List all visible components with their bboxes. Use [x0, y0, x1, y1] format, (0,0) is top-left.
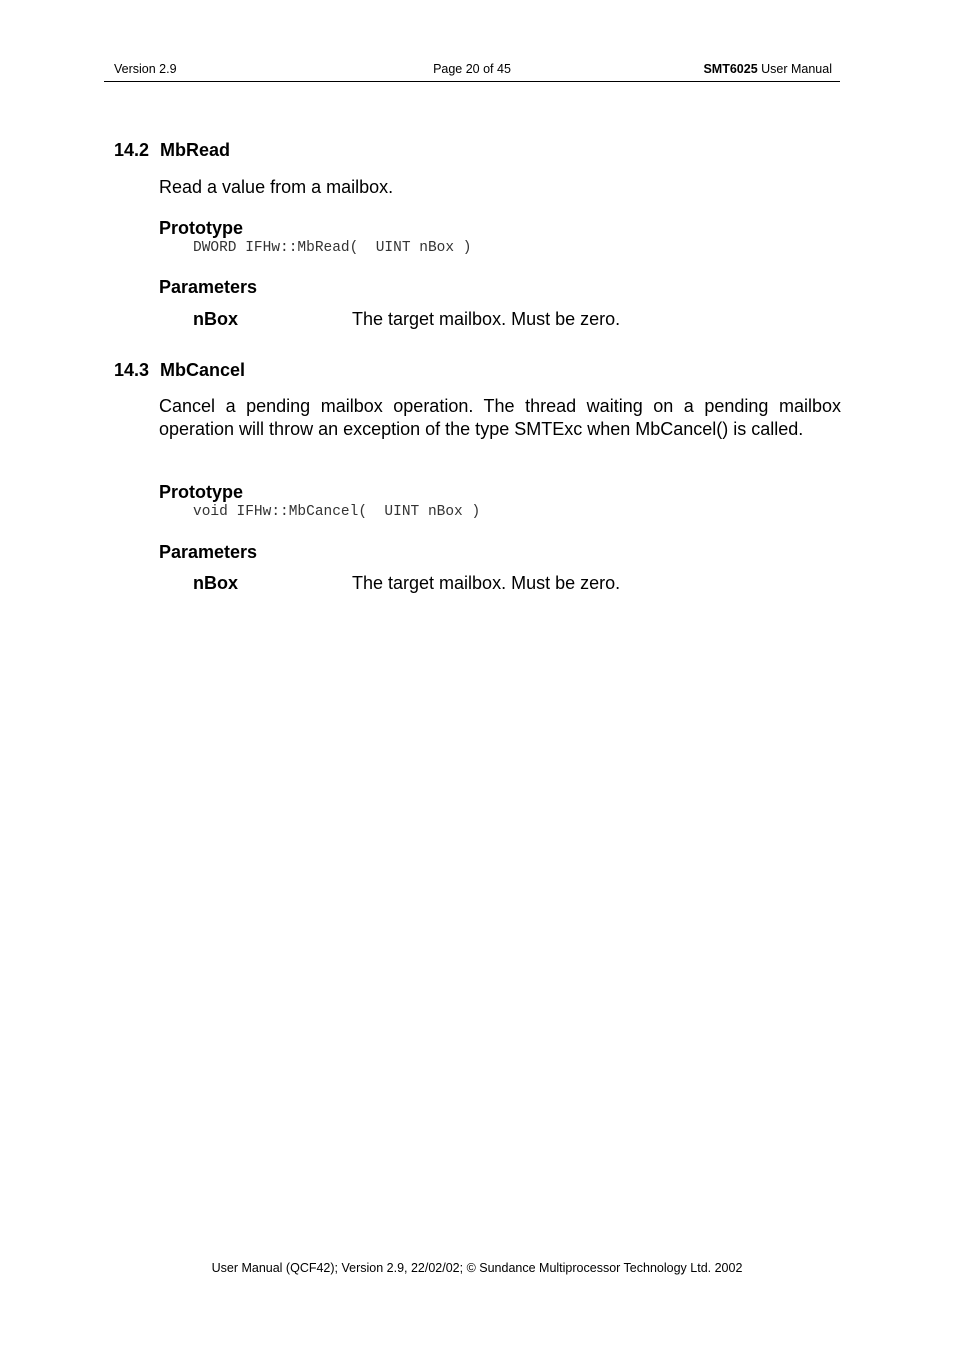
param-description: The target mailbox. Must be zero.: [352, 573, 621, 593]
section-number: 14.2: [114, 140, 150, 160]
param-description: The target mailbox. Must be zero.: [352, 309, 621, 329]
header-manual-label: User Manual: [757, 62, 832, 76]
section-number: 14.3: [114, 360, 150, 380]
param-name: nBox: [193, 309, 238, 329]
page-header: [104, 61, 840, 82]
section-title: MbRead: [160, 140, 231, 160]
parameters-heading: Parameters: [159, 277, 258, 297]
section-description: Read a value from a mailbox.: [159, 177, 394, 197]
header-page-number: Page 20 of 45: [433, 62, 511, 76]
header-product: SMT6025: [703, 62, 758, 76]
section-heading-mbread: [114, 140, 230, 161]
prototype-code: void IFHw::MbCancel( UINT nBox ): [193, 504, 481, 520]
prototype-heading: Prototype: [159, 218, 244, 238]
header-manual-title: [703, 62, 832, 76]
prototype-heading: Prototype: [159, 482, 244, 502]
param-name: nBox: [193, 573, 238, 593]
header-version: Version 2.9: [114, 62, 177, 76]
page-footer: User Manual (QCF42); Version 2.9, 22/02/02; © Sundance Multiprocessor Technology Ltd. 2002: [211, 1261, 743, 1275]
parameters-heading: Parameters: [159, 542, 258, 562]
section-title: MbCancel: [160, 360, 246, 380]
prototype-code: DWORD IFHw::MbRead( UINT nBox ): [193, 240, 472, 256]
section-heading-mbcancel: [114, 360, 245, 381]
section-description: Cancel a pending mailbox operation. The thread waiting on a pending mailbox operation will throw an exception of the type SMTExc when MbCancel() is called.: [159, 396, 841, 439]
